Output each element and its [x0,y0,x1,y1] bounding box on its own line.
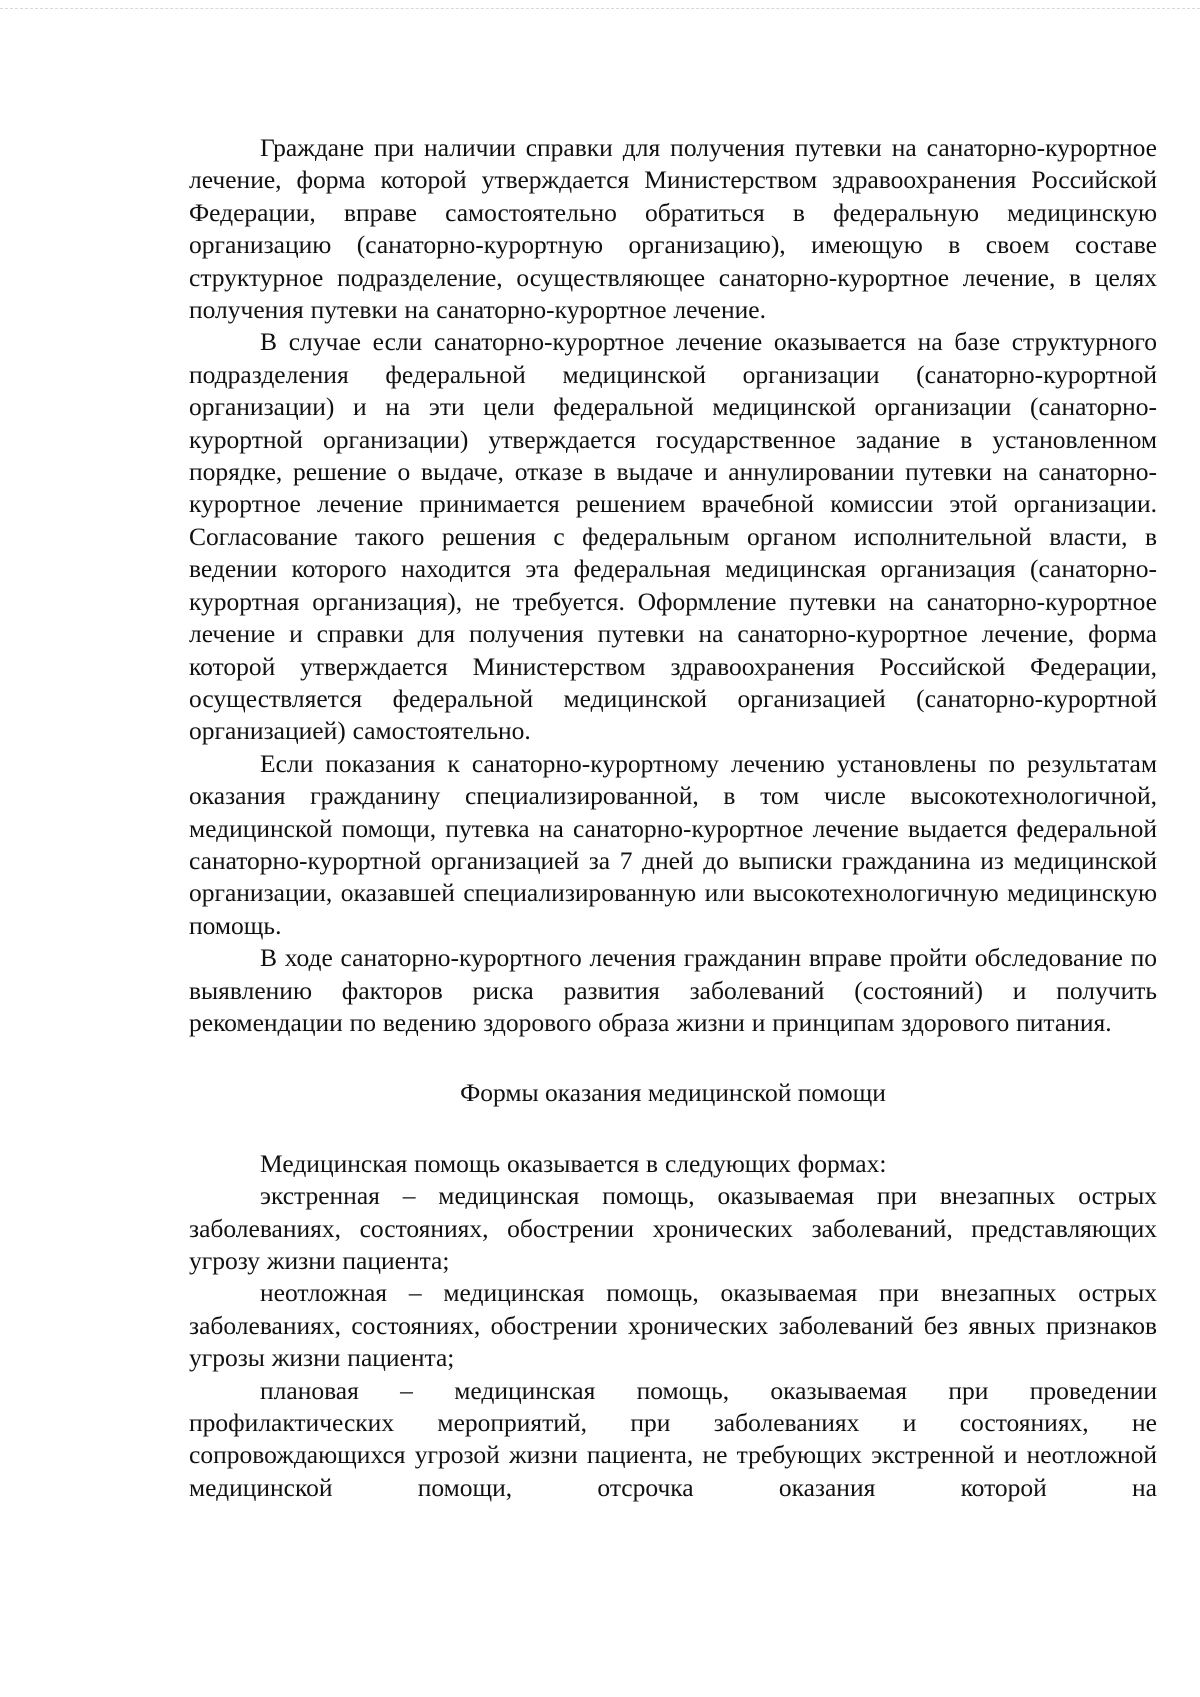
paragraph-emergency-care: экстренная – медицинская помощь, оказываемая при внезапных острых заболеваниях, состояниях, обострении хронических заболеваний, представляющих угрозу жизни пациента; [189,1181,1157,1275]
paragraph-resort-voucher-self-application: Граждане при наличии справки для получения путевки на санаторно-курортное лечение, форма которой утверждается Министерством здравоохранения Российской Федерации, вправе самостоятельно обратиться в федеральную медицинскую организацию (санаторно-курортную организацию), имеющую в своем составе структурное подразделение, осуществляющее санаторно-курортное лечение, в целях получения путевки на санаторно-курортное лечение. [189,133,1157,325]
document-body [189,132,1157,1504]
paragraph-risk-factor-examination: В ходе санаторно-курортного лечения гражданин вправе пройти обследование по выявлению факторов риска развития заболеваний (состояний) и получить рекомендации по ведению здорового образа жизни и принципам здорового питания. [189,943,1157,1037]
scan-edge-divider [0,8,1200,9]
paragraph-medical-commission-decision: В случае если санаторно-курортное лечение оказывается на базе структурного подразделения федеральной медицинской организации (санаторно-курортной организации) и на эти цели федеральной медицинской организации (санаторно-курортной организации) утверждается государственное задание в установленном порядке, решение о выдаче, отказе в выдаче и аннулировании путевки на санаторно-курортное лечение принимается решением врачебной комиссии этой организации. Согласование такого решения с федеральным органом исполнительной власти, в ведении которого находится эта федеральная медицинская организация (санаторно-курортная организация), не требуется. Оформление путевки на санаторно-курортное лечение и справки для получения путевки на санаторно-курортное лечение, форма которой утверждается Министерством здравоохранения Российской Федерации, осуществляется федеральной медицинской организацией (санаторно-курортной организацией) самостоятельно. [189,327,1157,746]
paragraph-urgent-care: неотложная – медицинская помощь, оказываемая при внезапных острых заболеваниях, состояниях, обострении хронических заболеваний без явных признаков угрозы жизни пациента; [189,1278,1157,1373]
heading-spacer [189,1110,1157,1148]
section-heading: Формы оказания медицинской помощи [460,1078,886,1108]
paragraph-high-tech-care-voucher: Если показания к санаторно-курортному лечению установлены по результатам оказания гражданину специализированной, в том числе высокотехнологичной, медицинской помощи, путевка на санаторно-курортное лечение выдается федеральной санаторно-курортной организацией за 7 дней до выписки гражданина из медицинской организации, оказавшей специализированную или высокотехнологичную медицинскую помощь. [189,748,1157,940]
paragraph-planned-care: плановая – медицинская помощь, оказываемая при проведении профилактических мероприятий, при заболеваниях и состояниях, не сопровождающихся угрозой жизни пациента, не требующих экстренной и неотложной медицинской помощи, отсрочка оказания которой на [189,1375,1157,1502]
paragraph-care-forms-intro: Медицинская помощь оказывается в следующих формах: [260,1148,887,1178]
